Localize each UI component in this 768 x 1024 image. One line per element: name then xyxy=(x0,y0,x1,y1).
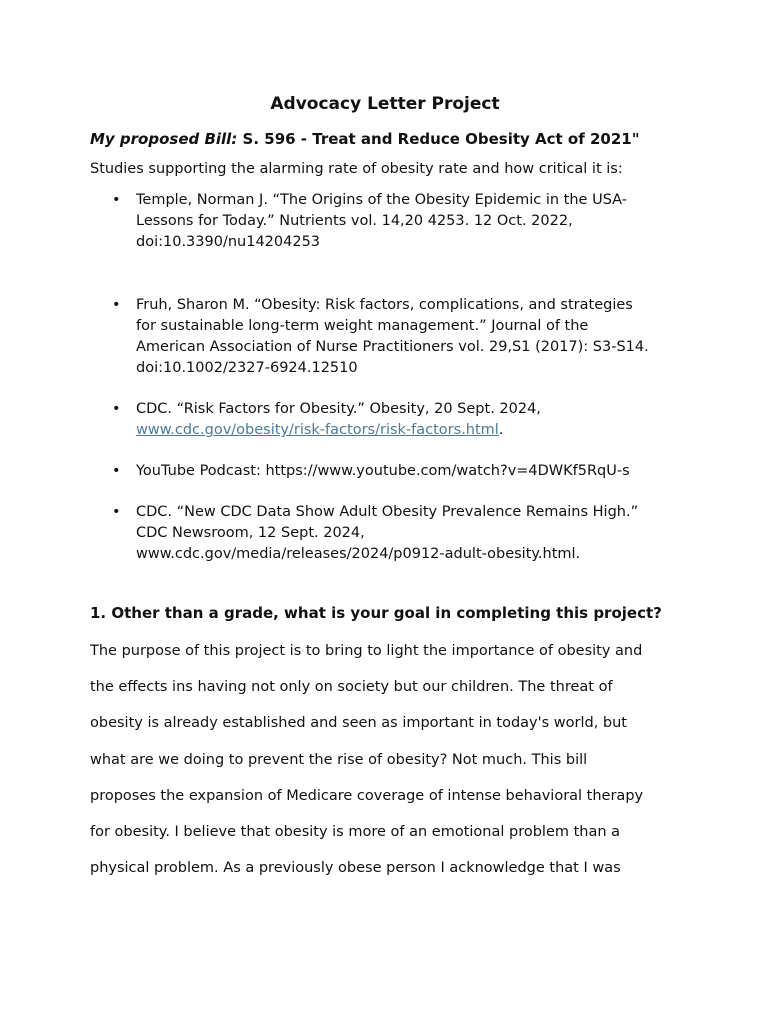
list-item xyxy=(90,461,680,482)
reference-line: CDC. “Risk Factors for Obesity.” Obesity, 20 Sept. 2024, xyxy=(136,401,541,417)
list-item xyxy=(90,502,680,565)
reference-line: doi:10.3390/nu14204253 xyxy=(136,234,321,250)
list-item xyxy=(90,295,680,379)
bullet-icon: • xyxy=(112,401,121,417)
document-body xyxy=(90,90,680,886)
list-item xyxy=(90,190,680,253)
reference-line: CDC. “New CDC Data Show Adult Obesity Prevalence Remains High.” xyxy=(136,504,639,520)
bill-text: S. 596 - Treat and Reduce Obesity Act of 2021" xyxy=(237,130,640,148)
question-heading: 1. Other than a grade, what is your goal in completing this project? xyxy=(90,604,662,622)
answer-paragraph xyxy=(90,633,680,886)
bullet-icon: • xyxy=(112,297,121,313)
reference-line: CDC Newsroom, 12 Sept. 2024, xyxy=(136,525,365,541)
reference-line: for sustainable long-term weight management.” Journal of the xyxy=(136,318,589,334)
answer-line: The purpose of this project is to bring to light the importance of obesity and xyxy=(90,643,643,659)
bullet-icon: • xyxy=(112,504,121,520)
document-title: Advocacy Letter Project xyxy=(270,94,500,114)
link-suffix: . xyxy=(498,422,504,438)
answer-line: proposes the expansion of Medicare coverage of intense behavioral therapy xyxy=(90,787,644,804)
studies-intro: Studies supporting the alarming rate of obesity rate and how critical it is: xyxy=(90,161,623,177)
reference-line: Fruh, Sharon M. “Obesity: Risk factors, complications, and strategies xyxy=(136,297,633,313)
bullet-icon: • xyxy=(112,463,121,479)
answer-line: for obesity. I believe that obesity is more of an emotional problem than a xyxy=(90,824,621,841)
proposed-bill xyxy=(90,129,680,149)
answer-line: what are we doing to prevent the rise of obesity? Not much. This bill xyxy=(90,751,588,768)
list-item xyxy=(90,399,680,441)
cdc-risk-factors-link[interactable]: www.cdc.gov/obesity/risk-factors/risk-factors.html xyxy=(136,422,499,438)
reference-line: American Association of Nurse Practitioners vol. 29,S1 (2017): S3-S14. xyxy=(136,339,649,355)
reference-line: www.cdc.gov/media/releases/2024/p0912-adult-obesity.html. xyxy=(136,546,581,562)
reference-list xyxy=(90,190,680,565)
reference-line xyxy=(136,420,680,441)
reference-line: Lessons for Today.” Nutrients vol. 14,20 4253. 12 Oct. 2022, xyxy=(136,213,573,229)
reference-line: doi:10.1002/2327-6924.12510 xyxy=(136,360,358,376)
reference-line: Temple, Norman J. “The Origins of the Obesity Epidemic in the USA- xyxy=(136,192,628,208)
bullet-icon: • xyxy=(112,192,121,208)
answer-line: obesity is already established and seen as important in today's world, but xyxy=(90,715,627,732)
reference-line: YouTube Podcast: https://www.youtube.com/watch?v=4DWKf5RqU-s xyxy=(136,463,630,479)
answer-line: the effects ins having not only on society but our children. The threat of xyxy=(90,679,613,696)
bill-label: My proposed Bill: xyxy=(90,130,238,148)
answer-line: physical problem. As a previously obese person I acknowledge that I was xyxy=(90,860,621,877)
